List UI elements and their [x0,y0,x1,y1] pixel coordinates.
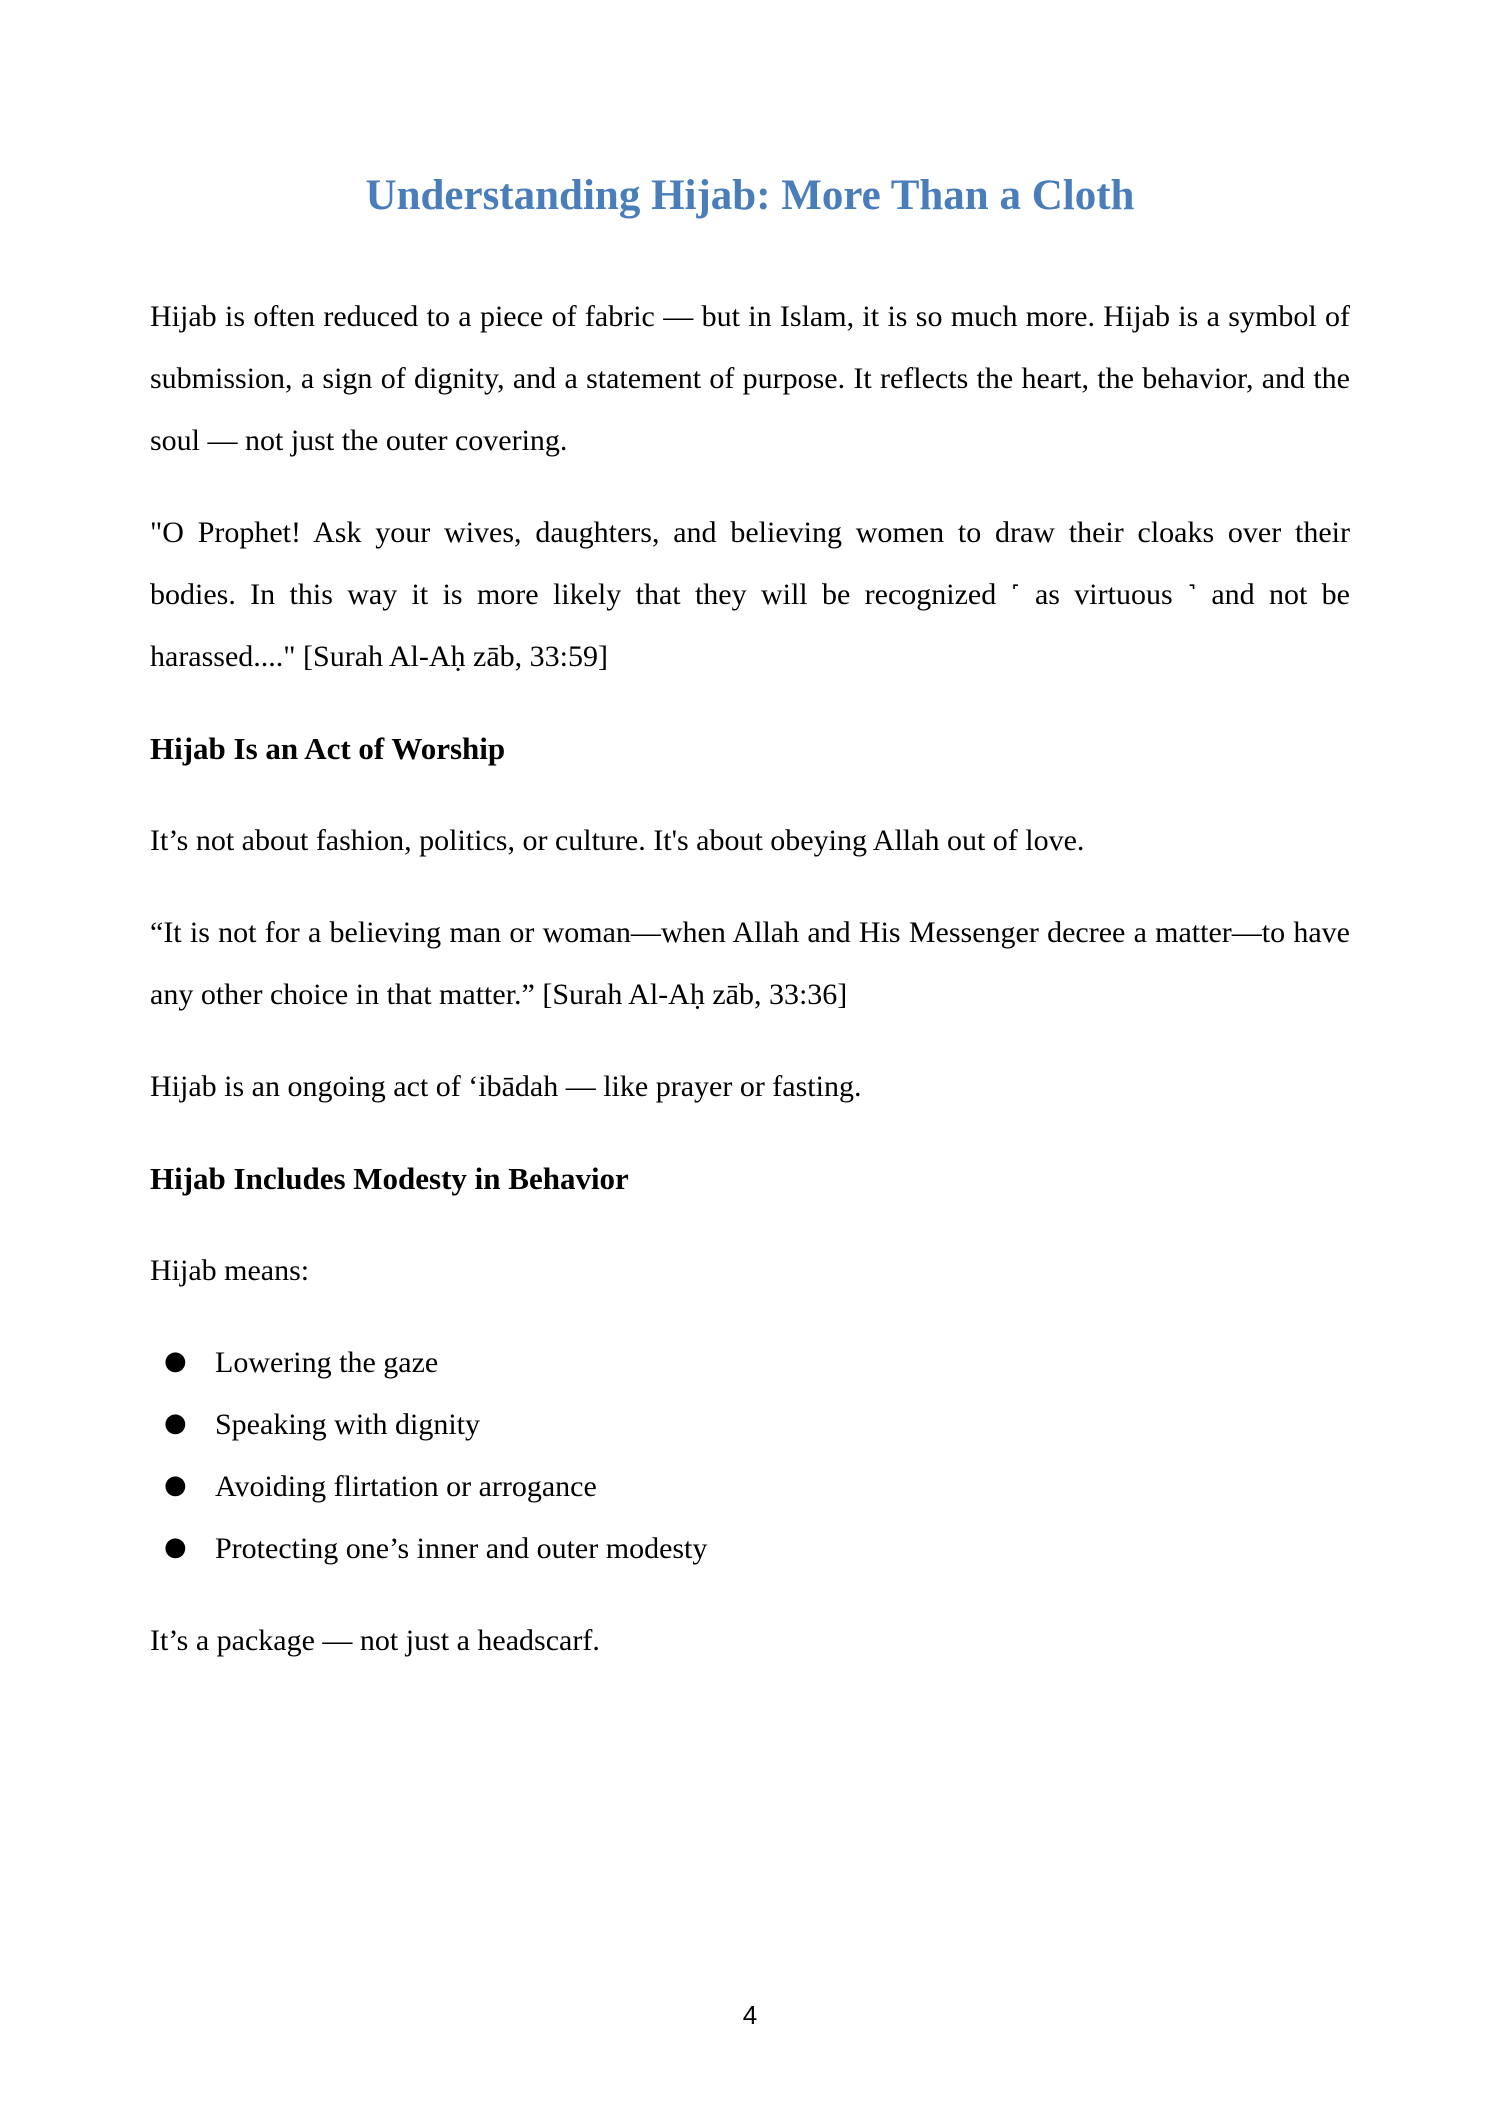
heading-act-of-worship: Hijab Is an Act of Worship [150,731,506,766]
hijab-means-label: Hijab means: [150,1254,310,1287]
ibadah-paragraph: Hijab is an ongoing act of ‘ibādah — like prayer or fasting. [150,1070,862,1103]
list-item [150,1518,1350,1580]
heading-modesty-in-behavior: Hijab Includes Modesty in Behavior [150,1161,629,1196]
list-item [150,1394,1350,1456]
list-item-text: Protecting one’s inner and outer modesty [215,1532,708,1565]
quran-quote-33-59: "O Prophet! Ask your wives, daughters, and believing women to draw their cloaks over their bodies. In this way it is more likely that they will be recognized ˹ as virtuous ˺ and not be harassed...." [Surah Al-Aḥ zāb, 33:59] [150,516,1350,673]
page-title: Understanding Hijab: More Than a Cloth [365,172,1135,219]
list-item-text: Avoiding flirtation or arrogance [215,1470,597,1503]
list-item-text: Speaking with dignity [215,1408,480,1441]
bullet-icon: ● [164,1408,187,1438]
package-paragraph: It’s a package — not just a headscarf. [150,1624,600,1657]
bullet-icon: ● [164,1346,187,1376]
list-item [150,1332,1350,1394]
bullet-icon: ● [164,1470,187,1500]
worship-paragraph: It’s not about fashion, politics, or culture. It's about obeying Allah out of love. [150,824,1085,857]
quran-quote-33-36: “It is not for a believing man or woman—when Allah and His Messenger decree a matter—to have any other choice in that matter.” [Surah Al-Aḥ zāb, 33:36] [150,916,1350,1011]
page-number: 4 [742,2000,758,2030]
bullet-icon: ● [164,1532,187,1562]
modesty-bullet-list [150,1332,1350,1580]
intro-paragraph: Hijab is often reduced to a piece of fabric — but in Islam, it is so much more. Hijab is a symbol of submission, a sign of dignity, and a statement of purpose. It reflects the heart, the behavior, and the soul — not just the outer covering. [150,300,1350,457]
list-item [150,1456,1350,1518]
list-item-text: Lowering the gaze [215,1346,439,1379]
